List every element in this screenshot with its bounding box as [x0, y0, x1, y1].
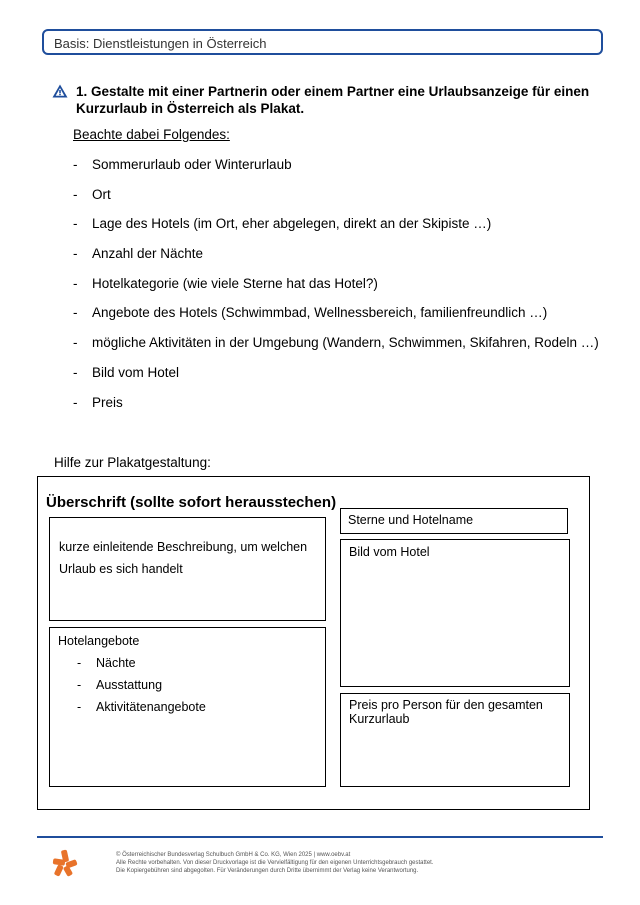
dash-marker: - — [73, 216, 78, 232]
dash-marker: - — [73, 157, 78, 172]
dash-marker: - — [77, 678, 82, 692]
hotel-picture-box — [340, 539, 570, 687]
dash-marker: - — [77, 700, 82, 714]
footer-copyright — [116, 851, 434, 875]
dash-marker: - — [73, 335, 78, 351]
list-item — [77, 678, 206, 700]
list-item-text: Hotelkategorie (wie viele Sterne hat das Hotel?) — [92, 275, 378, 291]
price-box — [340, 693, 570, 787]
dash-marker: - — [73, 364, 78, 380]
dash-marker: - — [73, 246, 78, 262]
list-item-text: Angebote des Hotels (Schwimmbad, Wellnessbereich, familienfreundlich …) — [92, 305, 548, 321]
list-item — [73, 276, 599, 306]
list-item — [73, 365, 599, 395]
list-item-text: Anzahl der Nächte — [92, 246, 204, 262]
list-item-text: Sommerurlaub oder Winterurlaub — [92, 157, 292, 172]
list-item — [73, 216, 599, 246]
list-item-text: Nächte — [96, 656, 136, 670]
list-item — [73, 157, 599, 187]
poster-template — [37, 476, 590, 810]
list-item — [73, 395, 599, 425]
list-item — [77, 700, 206, 722]
list-item — [73, 305, 599, 335]
list-item-text: Bild vom Hotel — [92, 364, 180, 380]
list-item — [73, 335, 599, 365]
poster-heading: Überschrift (sollte sofort herausstechen) — [46, 494, 337, 511]
dash-marker: - — [73, 305, 78, 321]
header-box — [42, 29, 603, 55]
footer-divider — [37, 836, 603, 838]
list-item-text: mögliche Aktivitäten in der Umgebung (Wandern, Schwimmen, Skifahren, Rodeln …) — [92, 335, 599, 351]
list-item — [73, 187, 599, 217]
hotel-offers-title: Hotelangebote — [58, 634, 140, 648]
dash-marker: - — [77, 656, 82, 670]
list-item-text: Ausstattung — [96, 678, 163, 692]
list-item — [73, 246, 599, 276]
price-text: Preis pro Person für den gesamten Kurzurlaub — [349, 698, 543, 726]
task-instruction: 1. Gestalte mit einer Partnerin oder einem Partner eine Urlaubsanzeige für einen Kurzurlaub in Österreich als Plakat. — [76, 84, 590, 116]
hotel-offers-box — [49, 627, 326, 787]
page-title: Basis: Dienstleistungen in Österreich — [54, 36, 267, 51]
list-item-text: Aktivitätenangebote — [96, 700, 206, 714]
hotel-offers-list — [77, 656, 206, 722]
footer-line: Alle Rechte vorbehalten. Von dieser Druckvorlage ist die Vervielfältigung für den eigenen Unterrichtsgebrauch gestattet. — [116, 860, 434, 866]
list-item — [77, 656, 206, 678]
hotel-picture-text: Bild vom Hotel — [349, 545, 430, 559]
dash-marker: - — [73, 186, 78, 202]
footer-line: © Österreichischer Bundesverlag Schulbuch GmbH & Co. KG, Wien 2025 | www.oebv.at — [116, 852, 351, 858]
list-item-text: Ort — [92, 186, 111, 202]
criteria-list — [73, 157, 599, 424]
oebv-logo-icon — [52, 849, 78, 877]
footer-line: Die Kopiergebühren sind abgegolten. Für Veränderungen durch Dritte übernimmt der Verlag keine Verantwortung. — [116, 868, 419, 874]
list-item-text: Preis — [92, 394, 123, 410]
warning-triangle-icon — [52, 84, 68, 98]
dash-marker: - — [73, 394, 78, 410]
intro-description-text: kurze einleitende Beschreibung, um welchen Urlaub es sich handelt — [59, 540, 308, 576]
stars-hotelname-box — [340, 508, 568, 534]
stars-hotelname-text: Sterne und Hotelname — [348, 513, 474, 527]
list-item-text: Lage des Hotels (im Ort, eher abgelegen, direkt an der Skipiste …) — [92, 216, 492, 232]
intro-label: Beachte dabei Folgendes: — [73, 127, 230, 142]
poster-help-label: Hilfe zur Plakatgestaltung: — [54, 455, 211, 470]
intro-description-box — [49, 517, 326, 621]
dash-marker: - — [73, 275, 78, 291]
